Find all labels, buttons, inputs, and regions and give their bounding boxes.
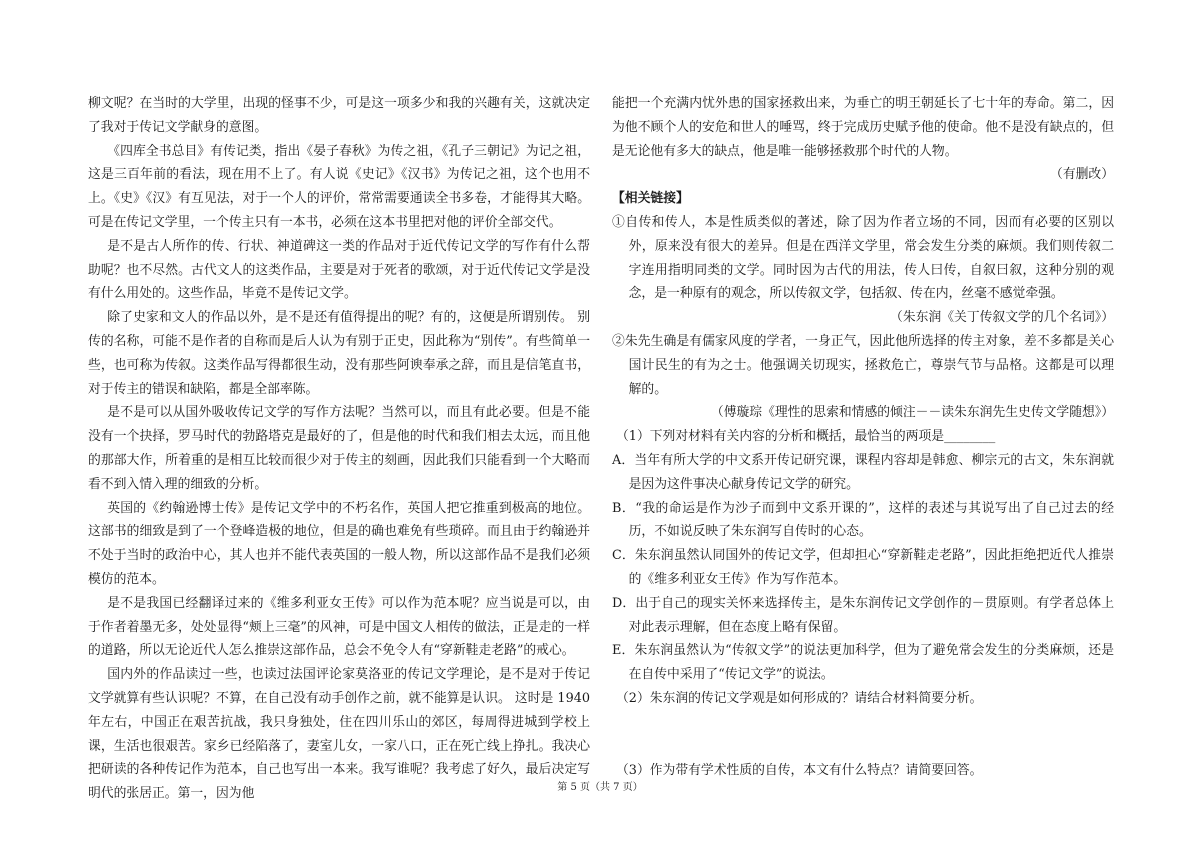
link-1-source: （朱东润《关丁传叙文学的几个名词》） xyxy=(890,310,1114,326)
right-main-text xyxy=(612,92,1114,163)
link-2-source: （傅璇琮《理性的思索和情感的倾注－－读朱东润先生史传文学随想》） xyxy=(710,405,1114,421)
option-item: B．“我的命运是作为沙子而到中文系开课的”，这样的表述与其说写出了自己过去的经历，不如说反映了朱东润写自传时的心态。 xyxy=(612,500,1114,540)
option-item: D．出于自己的现实关怀来选择传主，是朱东润传记文学创作的－贯原则。有学者总体上对此表示理解，但在态度上略有保留。 xyxy=(612,595,1114,635)
link-2: ②朱先生确是有儒家风度的学者，一身正气，因此他所选择的传主对象，差不多都是关心国计民生的有为之士。他强调关切现实，拯救危亡，尊崇气节与品格。这都是可以理解的。 xyxy=(612,333,1114,397)
edit-note: （有删改） xyxy=(1050,167,1114,183)
left-paragraph: 除了史家和文人的作品以外，是不是还有值得提出的呢？有的，这便是所谓别传。 别传的名称，可能不是作者的自称而是后人认为有别于正史，因此称为“别传”。有些简单一些，也可称为传叙。这类作品写得都很生动，没有那些阿谀奉承之辞，而且是信笔直书，对于传主的错误和缺陷，都是全部率陈。 xyxy=(88,310,590,397)
right-column xyxy=(612,92,1114,783)
left-paragraph: 国内外的作品读过一些，也读过法国评论家莫洛亚的传记文学理论，是不是对于传记文学就算有些认识呢？不算，在自己没有动手创作之前，就不能算是认识。 这时是 1940 年左右，中国正在艰苦抗战，我只身独处，住在四川乐山的郊区，每周得进城到学校上课，生活也很艰苦。家乡已经陷落了，妻室儿女，一家八口，正在死亡线上挣扎。我决心把研读的各种传记作为范本，自己也写出一本来。我写谁呢？我考虑了好久，最后决定写明代的张居正。第一，因为他 xyxy=(88,667,590,802)
question-1-options xyxy=(612,449,1114,687)
option-item: E．朱东润虽然认为“传叙文学”的说法更加科学，但为了避免常会发生的分类麻烦，还是在自传中采用了“传记文学”的说法。 xyxy=(612,643,1114,683)
right-paragraph: 能把一个充满内忧外患的国家拯救出来，为垂亡的明王朝延长了七十年的寿命。第二，因为他不顾个人的安危和世人的唾骂，终于完成历史赋予他的使命。他不是没有缺点的，但是无论他有多大的缺点，他是唯一能够拯救那个时代的人物。 xyxy=(612,96,1114,159)
link-1: ①自传和传人，本是性质类似的著述，除了因为作者立场的不同，因而有必要的区别以外，原来没有很大的差异。但是在西洋文学里，常会发生分类的麻烦。我们则传叙二字连用指明同类的文学。同时因为古代的用法，传人曰传，自叙曰叙，这种分别的观念，是一种原有的观念，所以传叙文学，包括叙、传在内，丝毫不感觉牵强。 xyxy=(612,214,1114,302)
question-3: （3）作为带有学术性质的自传，本文有什么特点？请简要回答。 xyxy=(616,762,983,778)
left-paragraph: 是不是我国已经翻译过来的《维多利亚女王传》可以作为范本呢？应当说是可以，由于作者着墨无多，处处显得“颊上三毫”的风神，可是中国文人相传的做法，正是走的一样的道路，所以无论近代人怎么推崇这部作品，总会不免令人有“穿新鞋走老路”的戒心。 xyxy=(88,595,590,659)
question-2: （2）朱东润的传记文学观是如何形成的？请结合材料简要分析。 xyxy=(616,690,983,706)
left-paragraph: 是不是可以从国外吸收传记文学的写作方法呢？当然可以，而且有此必要。但是不能没有一个抉择，罗马时代的勃路塔克是最好的了，但是他的时代和我们相去太远，而且他的那部大作，所着重的是相互比较而很少对于传主的刻画，因此我们只能看到一个大略而看不到入情入理的细致的分析。 xyxy=(88,405,590,492)
section-title: 【相关链接】 xyxy=(612,191,689,207)
question-1: （1）下列对材料有关内容的分析和概括，最恰当的两项是________ xyxy=(616,429,996,445)
left-paragraph: 《四库全书总目》有传记类，指出《晏子春秋》为传之祖，《孔子三朝记》为记之祖，这是三百年前的看法，现在用不上了。有人说《史记》《汉书》为传记之祖，这个也用不上。《史》《汉》有互见法，对于一个人的评价，常常需要通读全书多卷，才能得其大略。可是在传记文学里，一个传主只有一本书，必须在这本书里把对他的评价全部交代。 xyxy=(88,143,590,230)
option-item: A．当年有所大学的中文系开传记研究课，课程内容却是韩愈、柳宗元的古文，朱东润就是因为这件事决心献身传记文学的研究。 xyxy=(612,452,1114,492)
left-paragraph: 是不是古人所作的传、行状、神道碑这一类的作品对于近代传记文学的写作有什么帮助呢？也不尽然。古代文人的这类作品，主要是对于死者的歌颂，对于近代传记文学是没有什么用处的。这些作品，毕竟不是传记文学。 xyxy=(88,238,590,302)
left-paragraph: 柳文呢？在当时的大学里，出现的怪事不少，可是这一项多少和我的兴趣有关，这就决定了我对于传记文学献身的意图。 xyxy=(88,96,590,135)
left-paragraph: 英国的《约翰逊博士传》是传记文学中的不朽名作，英国人把它推重到极高的地位。这部书的细致是到了一个登峰造极的地位，但是的确也难免有些琐碎。而且由于约翰逊并不处于当时的政治中心，其人也并不能代表英国的一般人物，所以这部作品不是我们必须模仿的范本。 xyxy=(88,500,590,587)
left-column xyxy=(88,92,590,806)
page-footer: 第 5 页（共 7 页） xyxy=(557,782,643,793)
option-item: C．朱东润虽然认同国外的传记文学，但却担心“穿新鞋走老路”，因此拒绝把近代人推崇的《维多利亚女王传》作为写作范本。 xyxy=(612,548,1114,587)
answer-space xyxy=(612,711,1114,759)
